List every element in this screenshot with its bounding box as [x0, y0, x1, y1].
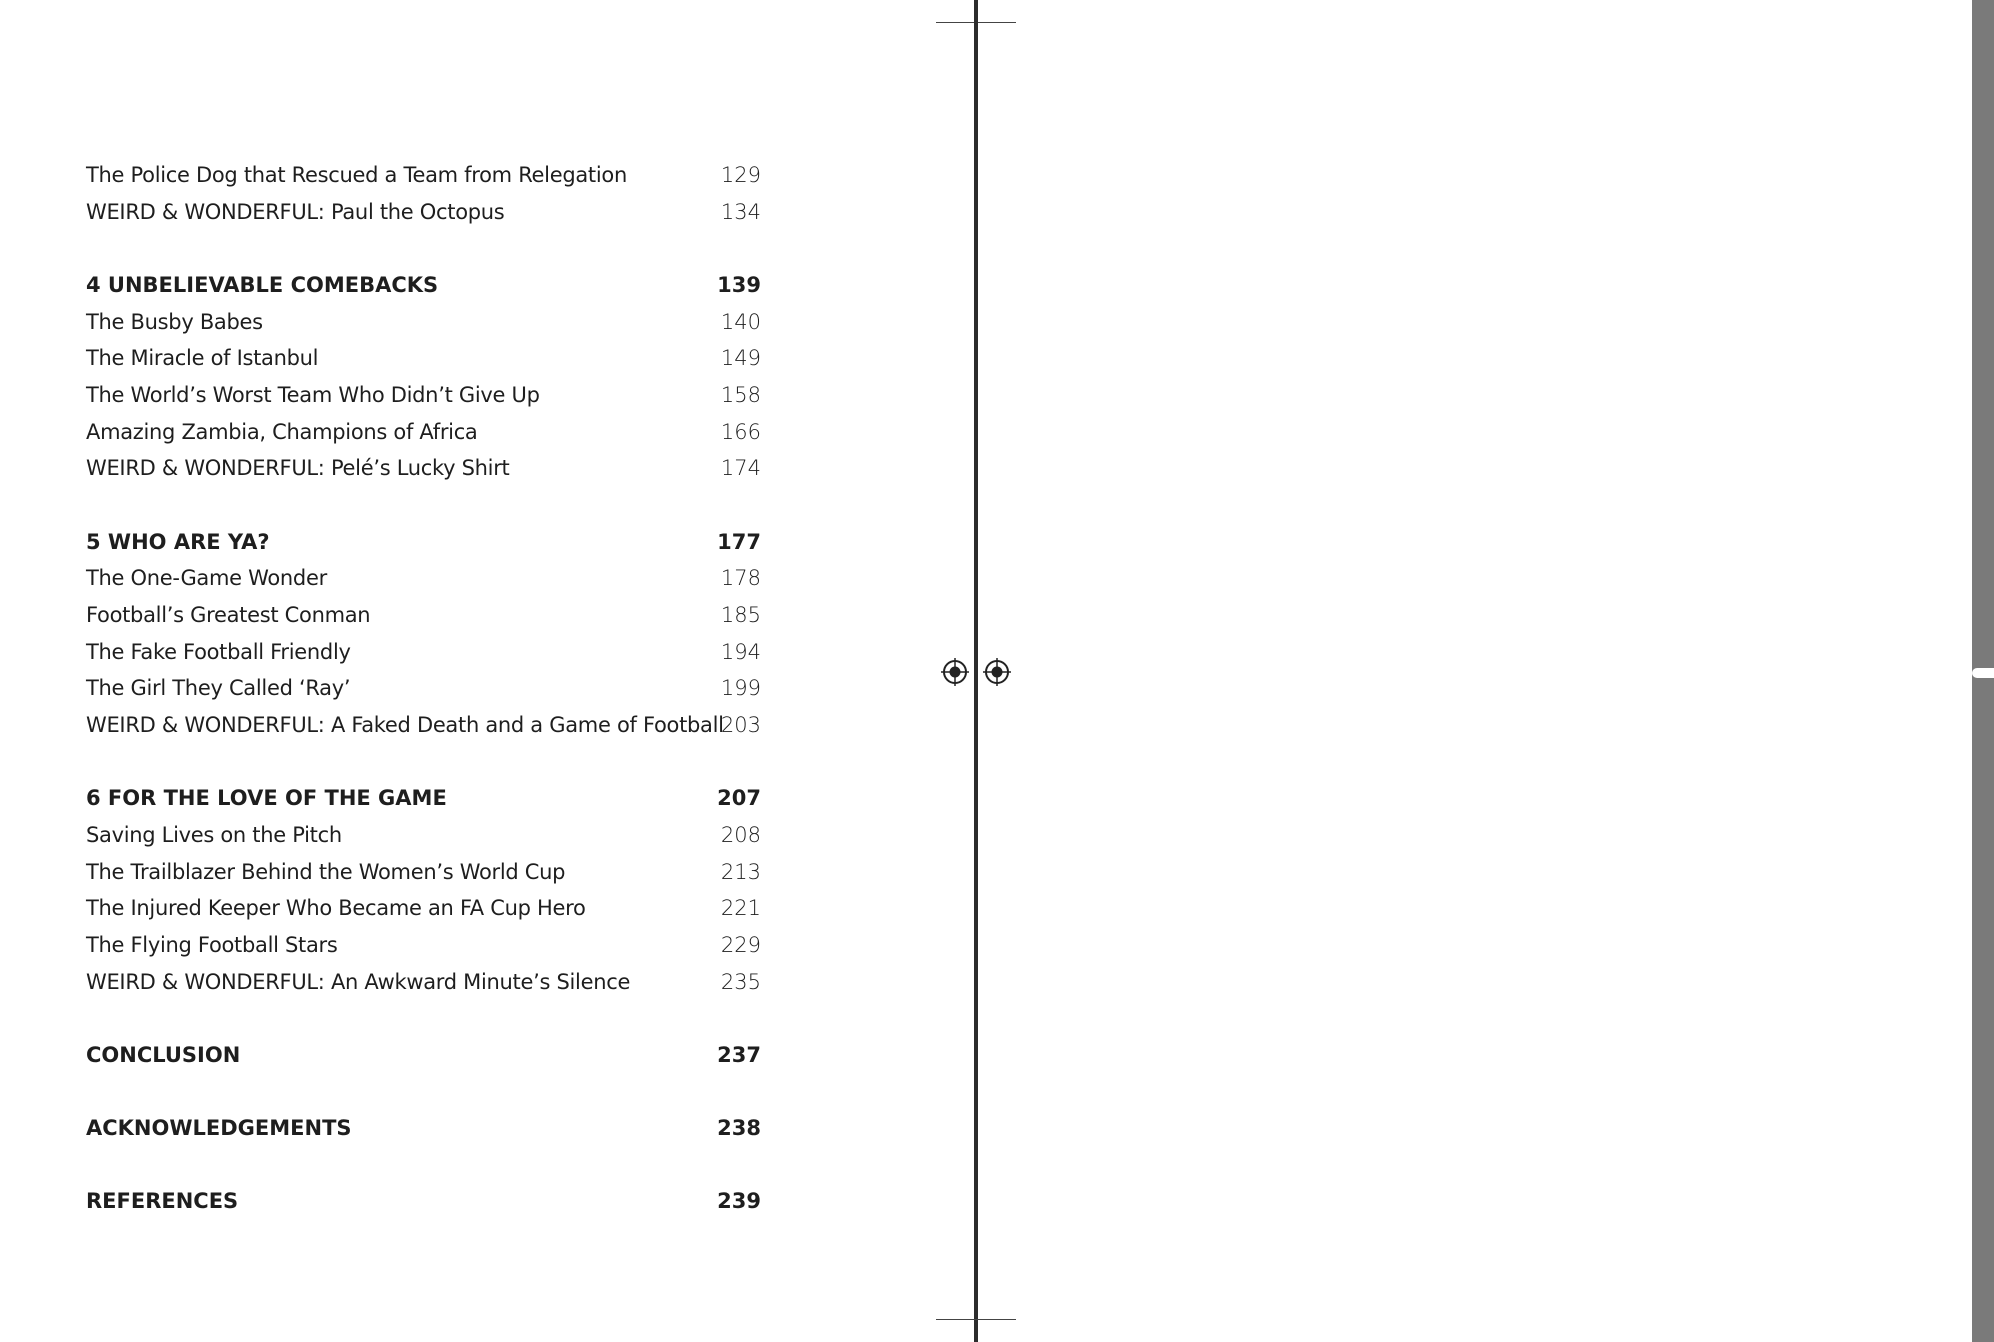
toc-chapter-heading[interactable] [86, 1037, 761, 1074]
toc-entry-title: REFERENCES [86, 1189, 239, 1214]
toc-entry[interactable] [86, 964, 761, 1001]
toc-spacer [86, 744, 761, 781]
toc-entry[interactable] [86, 194, 761, 231]
toc-chapter-heading[interactable] [86, 1110, 761, 1147]
toc-chapter-heading[interactable] [86, 524, 761, 561]
toc-entry-page-number: 185 [720, 602, 761, 627]
toc-entry[interactable] [86, 854, 761, 891]
toc-entry-page-number: 158 [720, 382, 761, 407]
toc-entry[interactable] [86, 634, 761, 671]
toc-entry[interactable] [86, 304, 761, 341]
toc-entry-page-number: 177 [717, 529, 761, 554]
toc-entry-title: WEIRD & WONDERFUL: A Faked Death and a Game of Football [86, 712, 724, 737]
toc-entry-page-number: 238 [717, 1115, 761, 1140]
toc-entry-page-number: 174 [720, 456, 761, 481]
right-page-edge-notch [1972, 668, 1994, 678]
toc-entry-title: The Miracle of Istanbul [86, 346, 319, 371]
toc-entry-title: WEIRD & WONDERFUL: Paul the Octopus [86, 199, 505, 224]
toc-spacer [86, 487, 761, 524]
toc-entry-title: The Fake Football Friendly [86, 639, 351, 664]
toc-entry-title: 4 UNBELIEVABLE COMEBACKS [86, 272, 439, 297]
toc-entry-title: The Flying Football Stars [86, 932, 338, 957]
toc-entry-title: The Police Dog that Rescued a Team from Relegation [86, 163, 627, 187]
toc-entry-page-number: 149 [720, 346, 761, 371]
toc-entry-page-number: 203 [720, 712, 761, 737]
toc-entry-page-number: 213 [720, 859, 761, 884]
toc-entry-title: The Trailblazer Behind the Women’s World Cup [86, 859, 566, 884]
toc-entry-title: The Busby Babes [86, 309, 263, 334]
toc-entry-title: The Girl They Called ‘Ray’ [86, 676, 351, 701]
toc-entry[interactable] [86, 817, 761, 854]
gutter-line [974, 0, 978, 1342]
toc-chapter-heading[interactable] [86, 780, 761, 817]
crop-mark-bottom [936, 1319, 1016, 1320]
toc-spacer [86, 1000, 761, 1037]
toc-entry[interactable] [86, 707, 761, 744]
toc-entry-page-number: 134 [720, 199, 761, 224]
toc-entry-page-number: 208 [720, 822, 761, 847]
toc-entry[interactable] [86, 670, 761, 707]
toc-entry[interactable] [86, 927, 761, 964]
toc-entry-title: The Injured Keeper Who Became an FA Cup Hero [86, 896, 586, 921]
toc-entry-title: CONCLUSION [86, 1042, 241, 1067]
toc-entry-title: WEIRD & WONDERFUL: An Awkward Minute’s Silence [86, 969, 631, 994]
toc-entry-title: Football’s Greatest Conman [86, 602, 371, 627]
toc-entry-title: ACKNOWLEDGEMENTS [86, 1115, 352, 1140]
toc-entry-title: 5 WHO ARE YA? [86, 529, 270, 554]
toc-entry-page-number: 237 [717, 1042, 761, 1067]
toc-chapter-heading[interactable] [86, 267, 761, 304]
toc-entry-page-number: 221 [720, 896, 761, 921]
toc-entry-page-number: 166 [720, 419, 761, 444]
toc-entry-page-number: 129 [720, 163, 761, 187]
toc-entry[interactable] [86, 340, 761, 377]
toc-spacer [86, 1073, 761, 1110]
toc-entry-page-number: 199 [720, 676, 761, 701]
toc-entry-title: The One-Game Wonder [86, 566, 327, 591]
toc-spacer [86, 230, 761, 267]
table-of-contents [86, 157, 761, 1220]
toc-entry[interactable] [86, 377, 761, 414]
toc-entry-page-number: 140 [720, 309, 761, 334]
toc-entry-title: 6 FOR THE LOVE OF THE GAME [86, 786, 447, 811]
toc-entry-page-number: 139 [717, 272, 761, 297]
toc-entry[interactable] [86, 597, 761, 634]
toc-chapter-heading[interactable] [86, 1183, 761, 1220]
toc-entry[interactable] [86, 450, 761, 487]
toc-entry[interactable] [86, 157, 761, 194]
toc-entry-page-number: 229 [720, 932, 761, 957]
toc-entry[interactable] [86, 890, 761, 927]
toc-entry-title: Amazing Zambia, Champions of Africa [86, 419, 478, 444]
toc-entry-title: WEIRD & WONDERFUL: Pelé’s Lucky Shirt [86, 456, 510, 481]
toc-entry-page-number: 207 [717, 786, 761, 811]
toc-entry-page-number: 178 [720, 566, 761, 591]
toc-entry[interactable] [86, 414, 761, 451]
registration-mark-right-icon [983, 658, 1011, 686]
toc-entry-page-number: 235 [720, 969, 761, 994]
toc-entry-page-number: 194 [720, 639, 761, 664]
toc-entry[interactable] [86, 560, 761, 597]
toc-entry-page-number: 239 [717, 1189, 761, 1214]
registration-mark-left-icon [941, 658, 969, 686]
toc-entry-title: The World’s Worst Team Who Didn’t Give Up [86, 382, 540, 407]
toc-entry-title: Saving Lives on the Pitch [86, 822, 342, 847]
toc-spacer [86, 1147, 761, 1184]
